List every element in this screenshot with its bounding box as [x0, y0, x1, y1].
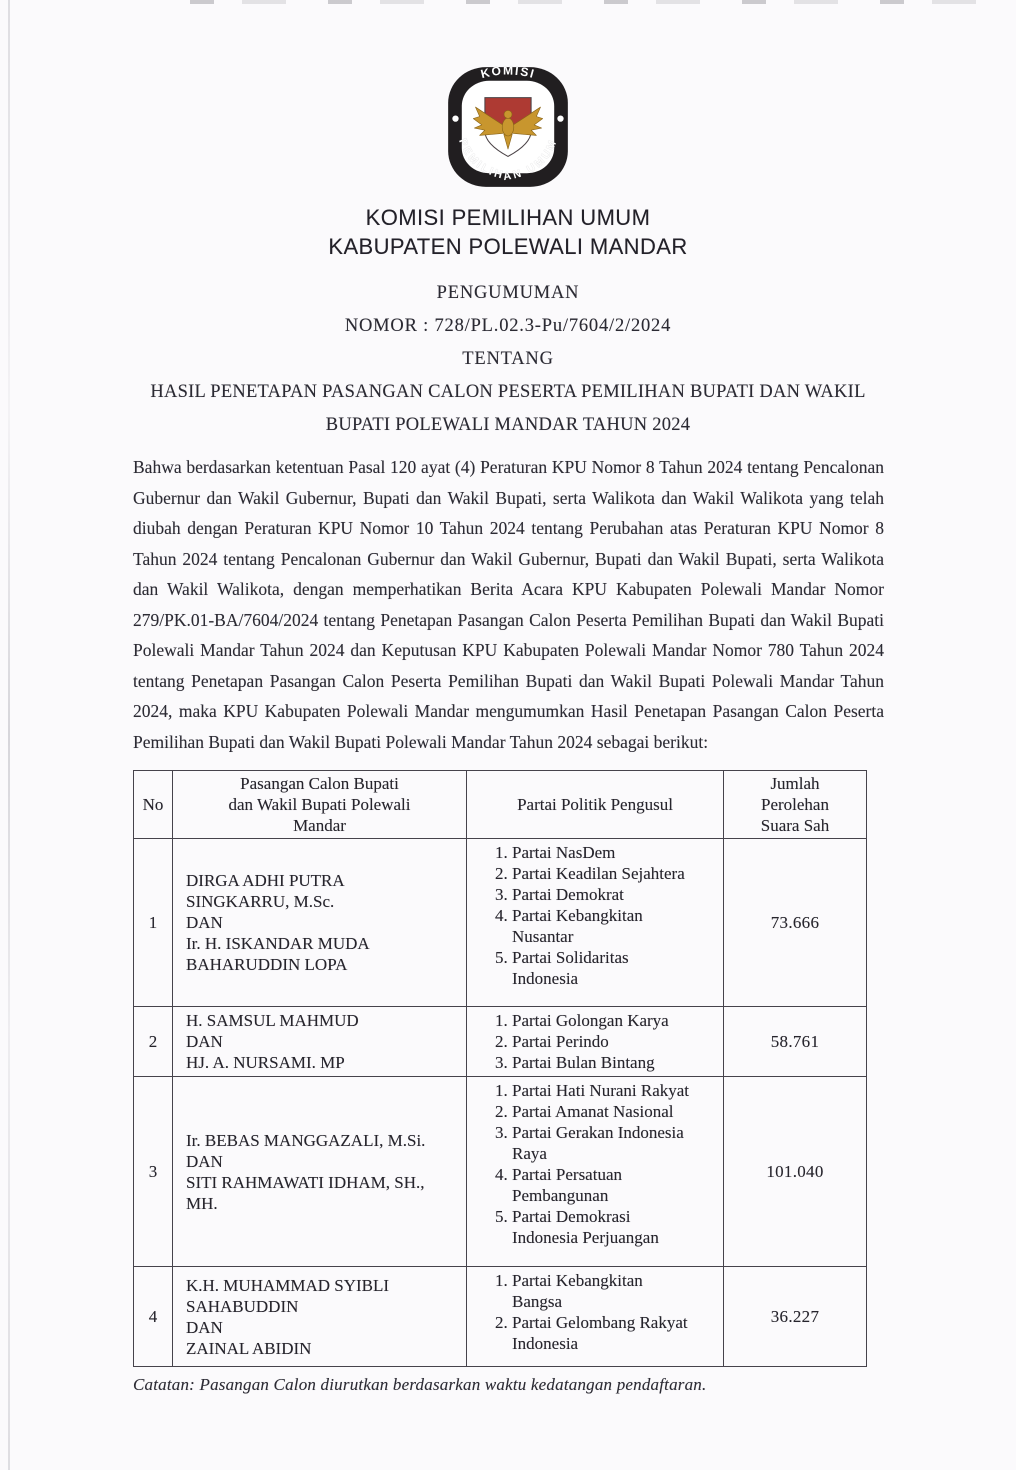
- party-item: 3. Partai Bulan Bintang: [512, 1052, 719, 1073]
- candidate-pair: [173, 1267, 467, 1367]
- party-item: 2. Partai Amanat Nasional: [512, 1101, 719, 1122]
- document-header: [0, 0, 1016, 261]
- vote-count: 36.227: [724, 1267, 867, 1367]
- party-item: 5. Partai Solidaritas Indonesia: [512, 947, 719, 989]
- doc-subject-line1: HASIL PENETAPAN PASANGAN CALON PESERTA PEMILIHAN BUPATI DAN WAKIL: [150, 382, 866, 402]
- doc-number: NOMOR : 728/PL.02.3-Pu/7604/2/2024: [344, 316, 672, 336]
- col-header-votes-line: Jumlah: [770, 774, 820, 793]
- candidate-pair: [173, 839, 467, 1007]
- row-number: 2: [134, 1007, 173, 1077]
- candidate-line: DAN: [186, 1317, 223, 1337]
- candidate-line: K.H. MUHAMMAD SYIBLI SAHABUDDIN: [186, 1275, 390, 1316]
- body-paragraph: Bahwa berdasarkan ketentuan Pasal 120 ayat (4) Peraturan KPU Nomor 8 Tahun 2024 tentang Pencalonan Gubernur dan Wakil Gubernur, Bupati dan Wakil Bupati, serta Walikota dan Wakil Walikota yang telah diubah dengan Peraturan KPU Nomor 10 Tahun 2024 tentang Perubahan atas Peraturan KPU Nomor 8 Tahun 2024 tentang Pencalonan Gubernur dan Wakil Gubernur, Bupati dan Wakil Bupati, serta Walikota dan Wakil Walikota, dengan memperhatikan Berita Acara KPU Kabupaten Polewali Mandar Nomor 279/PK.01-BA/7604/2024 tentang Penetapan Pasangan Calon Peserta Pemilihan Bupati dan Wakil Bupati Polewali Mandar Tahun 2024 dan Keputusan KPU Kabupaten Polewali Mandar Nomor 780 Tahun 2024 tentang Penetapan Pasangan Calon Peserta Pemilihan Bupati dan Wakil Bupati Polewali Mandar Tahun 2024, maka KPU Kabupaten Polewali Mandar mengumumkan Hasil Penetapan Pasangan Calon Peserta Pemilihan Bupati dan Wakil Bupati Polewali Mandar Tahun 2024 sebagai berikut:: [133, 457, 884, 752]
- candidate-line: DIRGA ADHI PUTRA SINGKARRU, M.Sc.: [186, 871, 344, 911]
- candidate-line: DAN: [186, 913, 223, 932]
- scan-artifact-top-specks: [190, 0, 1016, 4]
- doc-about-label: TENTANG: [462, 349, 554, 369]
- table-row: [134, 839, 867, 1007]
- col-header-no: No: [134, 771, 173, 839]
- party-item: 2. Partai Perindo: [512, 1031, 719, 1052]
- candidate-line: H. SAMSUL MAHMUD: [186, 1011, 359, 1030]
- party-item: 3. Partai Gerakan Indonesia Raya: [512, 1122, 719, 1164]
- logo-dot-right: [557, 115, 563, 121]
- candidate-pair: [173, 1007, 467, 1077]
- table-row: [134, 1007, 867, 1077]
- table-header-row: [134, 771, 867, 839]
- logo-text-top: KOMISI: [479, 64, 537, 82]
- org-name-line1: KOMISI PEMILIHAN UMUM: [365, 205, 651, 230]
- col-header-votes: [724, 771, 867, 839]
- col-header-pair-line: Pasangan Calon Bupati: [240, 774, 399, 793]
- kpu-logo: [445, 64, 571, 190]
- party-list: [467, 1267, 724, 1367]
- party-item: 1. Partai NasDem: [512, 842, 719, 863]
- party-item: 2. Partai Keadilan Sejahtera: [512, 863, 719, 884]
- party-item: 2. Partai Gelombang Rakyat Indonesia: [512, 1312, 719, 1354]
- logo-text-bottom: PEMILIHAN UMUM: [456, 136, 561, 184]
- party-item: 4. Partai Persatuan Pembangunan: [512, 1164, 719, 1206]
- kpu-logo-icon: [445, 64, 571, 190]
- party-item: 1. Partai Hati Nurani Rakyat: [512, 1080, 719, 1101]
- candidate-line: DAN: [186, 1151, 223, 1171]
- party-item: 5. Partai Demokrasi Indonesia Perjuangan: [512, 1206, 719, 1248]
- doc-subject-line2: BUPATI POLEWALI MANDAR TAHUN 2024: [325, 415, 691, 435]
- party-list: [467, 1077, 724, 1267]
- vote-count: 73.666: [724, 839, 867, 1007]
- candidate-line: HJ. A. NURSAMI. MP: [186, 1053, 345, 1072]
- party-list: [467, 839, 724, 1007]
- title-block: [0, 283, 1016, 435]
- candidate-line: DAN: [186, 1032, 223, 1051]
- candidate-line: ZAINAL ABIDIN: [186, 1338, 312, 1358]
- scan-artifact-left-line: [8, 0, 10, 1470]
- results-table: [133, 770, 867, 1367]
- candidate-line: Ir. H. ISKANDAR MUDA BAHARUDDIN LOPA: [186, 934, 369, 974]
- col-header-pair: [173, 771, 467, 839]
- footnote: Catatan: Pasangan Calon diurutkan berdasarkan waktu kedatangan pendaftaran.: [133, 1375, 707, 1394]
- col-header-parties: Partai Politik Pengusul: [467, 771, 724, 839]
- doc-type: PENGUMUMAN: [436, 283, 580, 303]
- party-list: [467, 1007, 724, 1077]
- vote-count: 101.040: [724, 1077, 867, 1267]
- candidate-pair: [173, 1077, 467, 1267]
- col-header-votes-line: Perolehan: [761, 795, 829, 814]
- party-item: 3. Partai Demokrat: [512, 884, 719, 905]
- candidate-line: Ir. BEBAS MANGGAZALI, M.Si.: [186, 1130, 426, 1150]
- row-number: 1: [134, 839, 173, 1007]
- party-item: 1. Partai Kebangkitan Bangsa: [512, 1270, 719, 1312]
- row-number: 4: [134, 1267, 173, 1367]
- table-row: [134, 1077, 867, 1267]
- col-header-pair-line: Mandar: [293, 816, 346, 835]
- table-row: [134, 1267, 867, 1367]
- party-item: 4. Partai Kebangkitan Nusantar: [512, 905, 719, 947]
- row-number: 3: [134, 1077, 173, 1267]
- logo-dot-left: [452, 115, 458, 121]
- org-name-line2: KABUPATEN POLEWALI MANDAR: [328, 234, 688, 259]
- col-header-votes-line: Suara Sah: [760, 816, 830, 835]
- candidate-line: SITI RAHMAWATI IDHAM, SH., MH.: [186, 1172, 425, 1213]
- vote-count: 58.761: [724, 1007, 867, 1077]
- col-header-pair-line: dan Wakil Bupati Polewali: [228, 795, 411, 814]
- party-item: 1. Partai Golongan Karya: [512, 1010, 719, 1031]
